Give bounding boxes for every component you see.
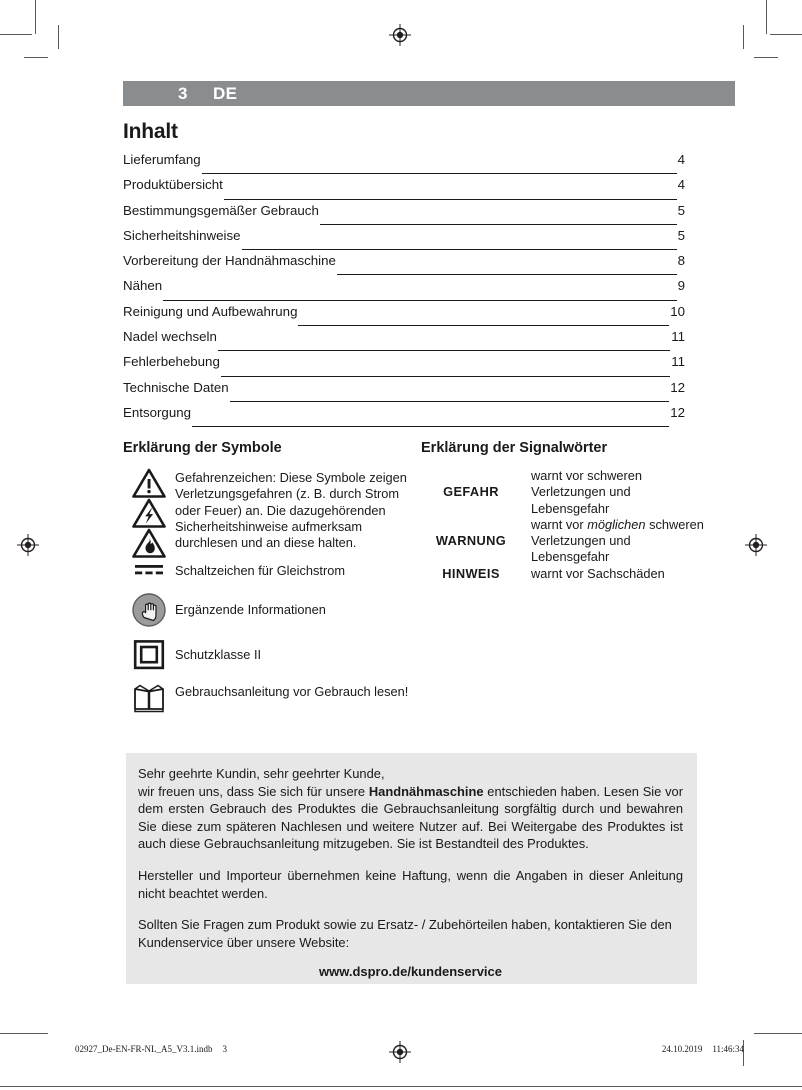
toc-entry[interactable] [123, 203, 685, 228]
direct-current-icon-wrap [123, 562, 175, 578]
symbol-label-additional-info: Ergänzende Informationen [175, 602, 326, 618]
toc-entry-label: Nähen [123, 278, 163, 294]
symbol-row-direct-current [123, 562, 413, 579]
toc-entry-page: 11 [671, 329, 685, 345]
welcome-p1-after: entschieden haben. Lesen Sie vor dem ersten Gebrauch des Produktes die Gebrauchsanleitung sorgfältig durch und bewahren Sie diese zum späteren Nachlesen und weitere Nutzer auf. Bei Weitergabe des Produktes ist auch diese Gebrauchsanleitung mitzugeben. Sie ist Bestandteil des Produktes. [138, 783, 684, 852]
registration-mark-right [745, 534, 767, 556]
signal-word-row [421, 566, 711, 582]
pointing-hand-icon-wrap [123, 593, 175, 627]
footer-page-number: 3 [222, 1044, 227, 1054]
registration-mark-left [17, 534, 39, 556]
hazard-symbol-description: Gefahrenzeichen: Diese Symbole zeigen Verletzungsgefahren (z. B. durch Strom oder Feuer) an. Die dazugehörenden Sicherheitshinweise aufmerksam durchlesen und an diese halten. [175, 470, 407, 551]
signal-words-section [421, 440, 711, 582]
protection-class-two-icon-wrap [123, 640, 175, 670]
welcome-paragraph-1 [138, 783, 683, 853]
signal-desc-before: warnt vor schweren Verletzungen und Lebensgefahr [531, 468, 642, 516]
toc-leader-line [192, 425, 669, 427]
registration-mark-top [389, 24, 411, 46]
toc-entry-label: Reinigung und Aufbewahrung [123, 303, 298, 319]
welcome-box [126, 753, 697, 984]
signal-words-heading: Erklärung der Signalwörter [421, 440, 608, 456]
crop-mark-bottom-right-trim [754, 1033, 778, 1034]
toc-entry[interactable] [123, 329, 685, 354]
toc-entry-page: 5 [677, 202, 685, 218]
footer-file-name: 02927_De-EN-FR-NL_A5_V3.1.indb [75, 1044, 213, 1054]
toc-entry-page: 8 [677, 253, 685, 269]
signal-word-term: GEFAHR [443, 484, 499, 500]
crop-mark-top-right-horizontal [770, 34, 802, 35]
toc-entry[interactable] [123, 253, 685, 278]
toc-leader-line [320, 223, 677, 225]
crop-mark-trim-right-vertical [743, 25, 744, 49]
toc-entry-page: 5 [677, 227, 685, 243]
toc-leader-line [224, 198, 677, 200]
toc-entry-page: 11 [671, 354, 685, 370]
signal-desc-before: warnt vor [531, 516, 588, 532]
page-title: Inhalt [123, 120, 178, 143]
signal-word-description [531, 517, 711, 566]
symbols-heading: Erklärung der Symbole [123, 440, 282, 456]
registration-mark-bottom [389, 1041, 411, 1063]
warning-triangle-lightning-icon [132, 498, 166, 528]
symbol-label-read-manual: Gebrauchsanleitung vor Gebrauch lesen! [175, 684, 409, 700]
toc-entry-label: Lieferumfang [123, 152, 201, 167]
toc-entry-label: Sicherheitshinweise [123, 227, 241, 243]
signal-word-description [531, 468, 711, 517]
signal-word-description [531, 566, 711, 582]
crop-mark-trim-left-horizontal [24, 57, 48, 58]
toc-entry-label: Vorbereitung der Handnähmaschine [123, 253, 336, 269]
symbol-row-read-manual [123, 683, 413, 713]
toc-entry[interactable] [123, 177, 685, 202]
signal-desc-before: warnt vor Sachschäden [531, 565, 665, 581]
crop-mark-trim-right-horizontal [754, 57, 778, 58]
toc-entry-page: 12 [670, 404, 685, 420]
direct-current-icon [133, 562, 165, 578]
toc-leader-line [242, 248, 677, 250]
header-language-code: DE [213, 84, 238, 103]
symbol-row-protection-class [123, 640, 413, 670]
symbol-label-direct-current: Schaltzeichen für Gleichstrom [175, 563, 345, 578]
toc-leader-line [163, 299, 676, 301]
toc-entry-label: Produktübersicht [123, 177, 223, 193]
toc-entry-page: 9 [677, 278, 685, 294]
toc-leader-line [337, 273, 677, 275]
header-page-number: 3 [178, 84, 188, 103]
symbol-label-protection-class: Schutzklasse II [175, 647, 262, 663]
warning-triangle-flame-icon [132, 528, 166, 558]
customer-service-website[interactable]: www.dspro.de/kundenservice [318, 964, 502, 980]
welcome-p1-before: wir freuen uns, dass Sie sich für unsere [138, 783, 369, 799]
toc-entry[interactable] [123, 405, 685, 430]
protection-class-two-icon [133, 640, 165, 670]
crop-mark-bottom-left-trim [24, 1033, 48, 1034]
toc-entry[interactable] [123, 380, 685, 405]
signal-desc-emphasis: möglichen [587, 516, 646, 532]
footer-date: 24.10.2019 [661, 1044, 703, 1054]
open-book-icon [132, 683, 166, 713]
symbols-section [123, 440, 413, 713]
crop-mark-top-left-horizontal [0, 34, 32, 35]
toc-entry-page: 4 [677, 177, 685, 193]
product-name: Handnähmaschine [368, 783, 484, 799]
crop-mark-top-right-vertical [766, 0, 767, 34]
toc-leader-line [230, 400, 670, 402]
toc-leader-line [218, 349, 670, 351]
page-bottom-rule [0, 1086, 802, 1087]
open-book-icon-wrap [123, 683, 175, 713]
hazard-symbol-group [123, 468, 413, 558]
toc-entry-page: 4 [677, 152, 685, 167]
toc-entry-page: 12 [670, 379, 685, 395]
footer-timestamp [662, 1044, 744, 1054]
footer-file-info [75, 1044, 227, 1054]
warning-triangle-exclamation-icon [132, 468, 166, 498]
toc-entry-label: Bestimmungsgemäßer Gebrauch [123, 202, 319, 218]
toc-entry[interactable] [123, 304, 685, 329]
signal-word-row [421, 468, 711, 517]
toc-entry-label: Technische Daten [123, 379, 229, 395]
page-header-bar [123, 81, 735, 106]
table-of-contents [123, 152, 685, 430]
signal-word-row [421, 517, 711, 566]
toc-leader-line [202, 172, 677, 174]
crop-mark-trim-left-vertical [58, 25, 59, 49]
pointing-hand-icon [132, 593, 166, 627]
toc-leader-line [298, 324, 669, 326]
welcome-paragraph-2: Hersteller und Importeur übernehmen keine Haftung, wenn die Angaben in dieser Anleitung nicht beachtet werden. [138, 867, 683, 901]
welcome-paragraph-3: Sollten Sie Fragen zum Produkt sowie zu Ersatz- / Zubehörteilen haben, kontaktieren Sie den Kundenservice über unsere Website: [138, 917, 672, 950]
signal-words-table [421, 468, 711, 582]
symbol-row-additional-info [123, 593, 413, 627]
signal-word-term: WARNUNG [435, 533, 507, 549]
crop-mark-top-left-vertical [35, 0, 36, 34]
toc-entry[interactable] [123, 228, 685, 253]
toc-entry-page: 10 [670, 303, 685, 319]
toc-entry-label: Nadel wechseln [123, 329, 217, 345]
toc-entry[interactable] [123, 152, 685, 177]
signal-word-term: HINWEIS [442, 565, 500, 581]
toc-leader-line [221, 375, 670, 377]
footer-time: 11:46:34 [712, 1044, 744, 1054]
toc-entry-label: Fehlerbehebung [123, 354, 220, 370]
hazard-icon-stack [123, 468, 175, 558]
toc-entry-label: Entsorgung [123, 404, 192, 420]
signal-desc-after: schweren Verletzungen und Lebensgefahr [531, 516, 704, 565]
toc-entry[interactable] [123, 278, 685, 303]
toc-entry[interactable] [123, 354, 685, 379]
welcome-salutation: Sehr geehrte Kundin, sehr geehrter Kunde, [138, 766, 385, 781]
